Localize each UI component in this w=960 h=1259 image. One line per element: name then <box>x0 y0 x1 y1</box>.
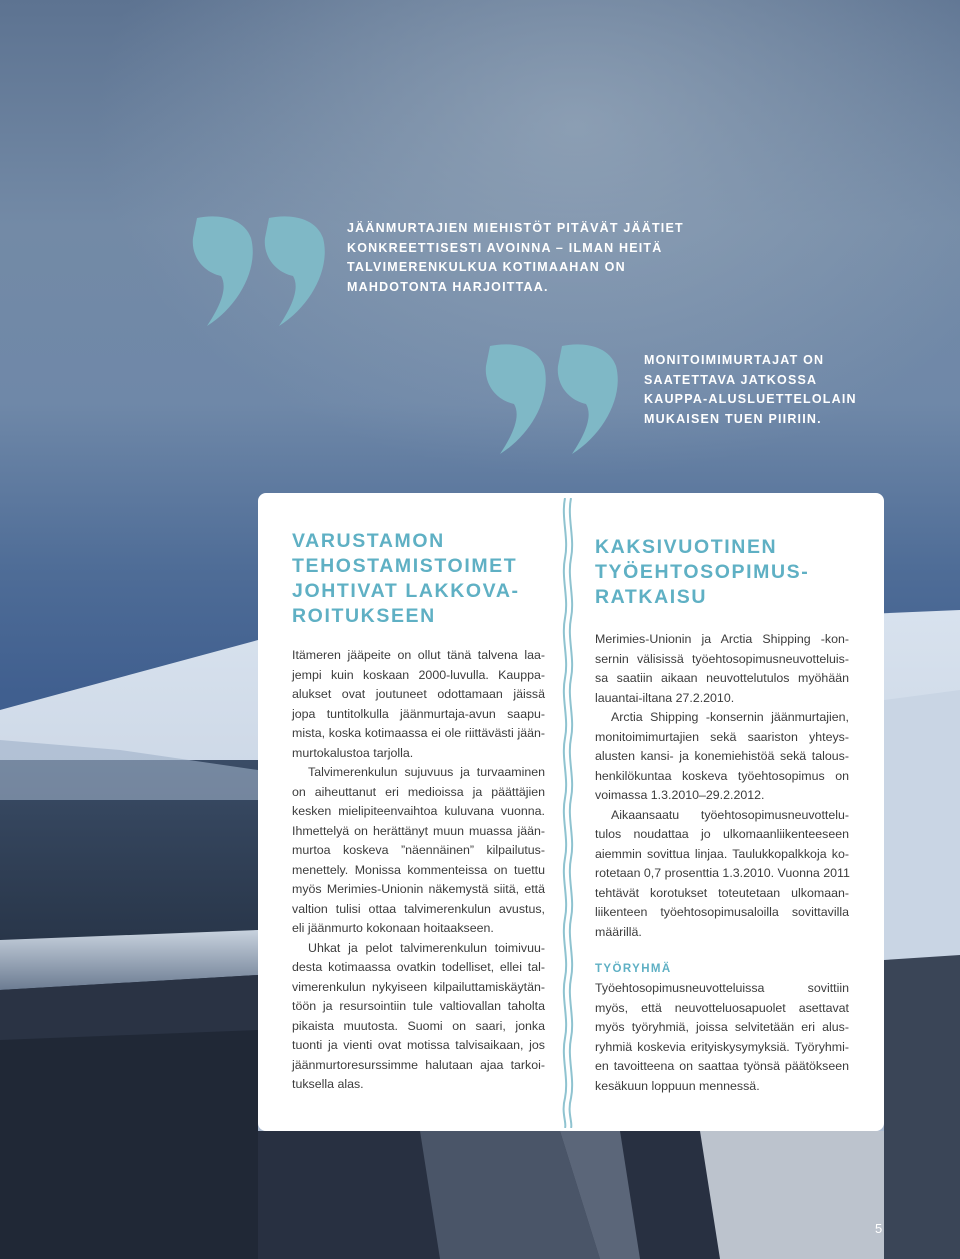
paragraph <box>595 806 849 943</box>
text-line: Työehtosopimusneuvotteluissa sovittiin <box>595 981 849 995</box>
text-line: alusten kansi- ja konemiehistöä sekä talous- <box>595 749 849 763</box>
text-line: rotetaan 0,7 prosenttia 1.3.2010. Vuonna 2011 <box>595 866 850 880</box>
heading-line: KAKSIVUOTINEN <box>595 536 778 558</box>
pull-quote-2 <box>644 351 857 429</box>
text-line: sernin välisissä työehtosopimusneuvotteluis- <box>595 651 849 666</box>
quote-mark-icon <box>185 210 335 330</box>
pull-quote-line: KONKREETTISESTI AVOINNA – ILMAN HEITÄ <box>347 240 663 255</box>
text-line: kesken mielipiteenvaihtoa kuluvana vuonna. <box>292 804 545 818</box>
text-line: Arctia Shipping -konsernin jäänmurtajien, <box>611 710 849 724</box>
article-panel <box>258 493 884 1131</box>
pull-quote-line: KAUPPA-ALUSLUETTELOLAIN <box>644 392 857 406</box>
text-line: Aikaansaatu työehtosopimusneuvottelu- <box>611 807 849 822</box>
wave-divider <box>558 498 578 1128</box>
pull-quote-line: MONITOIMIMURTAJAT ON <box>644 353 825 367</box>
text-line: murtokalustoa tarjolla. <box>292 745 414 760</box>
right-article-body <box>595 630 849 1096</box>
text-line: tuksella alas. <box>292 1077 364 1091</box>
paragraph <box>595 708 849 806</box>
pull-quote-line: TALVIMERENKULKUA KOTIMAAHAN ON <box>347 260 626 274</box>
text-line: aiemmin sovittua linjaa. Taulukkopalkkoja ko- <box>595 846 849 861</box>
text-line: monitoimimurtajien sekä saariston yhteys- <box>595 729 849 744</box>
text-line: jempi kuin koskaan 2000-luvulla. Kauppa- <box>292 667 545 682</box>
heading-line: JOHTIVAT LAKKOVA- <box>292 580 520 602</box>
text-line: jäänmurtoresurssimme halutaan ajaa tarkoi- <box>292 1057 545 1072</box>
pull-quote-line: SAATETTAVA JATKOSSA <box>644 372 818 387</box>
text-line: kesäkuun loppuun mennessä. <box>595 1078 760 1093</box>
text-line: Talvimerenkulun sujuvuus ja turvaaminen <box>308 765 545 779</box>
pull-quote-line: MUKAISEN TUEN PIIRIIN. <box>644 411 822 426</box>
text-line: vimerenkulun nykyiseen kilpailuttamiskäytän- <box>292 979 545 994</box>
pull-quote-1 <box>347 219 684 297</box>
text-line: murtoa koskeva ”näennäinen” kilpailutus- <box>292 843 545 857</box>
text-line: myös, että neuvotteluosapuolet asettavat <box>595 1000 849 1015</box>
left-article <box>292 493 545 1095</box>
heading-line: ROITUKSEEN <box>292 605 436 627</box>
text-line: desta kotimaassa ovatkin todelliset, ellei tal- <box>292 960 545 974</box>
paragraph <box>292 939 545 1095</box>
text-line: henkilökuntaa koskeva työehtosopimus on <box>595 768 849 783</box>
text-line: pikaista muutosta. Suomi on saari, jonka <box>292 1018 545 1033</box>
subheading: TYÖRYHMÄ <box>595 963 672 975</box>
text-line: myös työryhmiä, joissa selvitetään eri alus- <box>595 1020 849 1034</box>
right-article <box>595 493 849 1096</box>
heading-line: VARUSTAMON <box>292 530 445 552</box>
text-line: on aiheuttanut eri medioissa ja päättäjien <box>292 784 545 799</box>
paragraph <box>595 630 849 708</box>
text-line: ryhmiä koskevia erityiskysymyksiä. Työryhmi- <box>595 1039 849 1054</box>
paragraph <box>292 763 545 939</box>
paragraph <box>595 979 849 1096</box>
text-line: valtion tulisi ottaa talvimerenkulun avustus, <box>292 901 545 916</box>
text-line: en tavoitteena on saattaa työnsä päätökseen <box>595 1059 849 1073</box>
text-line: lauantai-iltana 27.2.2010. <box>595 690 735 705</box>
text-line: menettely. Monissa kommenteissa on tuettu <box>292 862 545 877</box>
right-article-heading <box>595 535 849 610</box>
text-line: jopa tuntitolkulla jäänmurtaja-avun saapu- <box>292 706 545 721</box>
text-line: tuonti ja vienti ovat motissa talvisaikaan, jos <box>292 1038 545 1052</box>
heading-line: TEHOSTAMISTOIMET <box>292 555 518 577</box>
text-line: tehtävät korotukset toteutetaan ulkomaan- <box>595 885 849 900</box>
text-line: alukset ovat joutuneet odottamaan jäissä <box>292 687 545 701</box>
heading-line: RATKAISU <box>595 586 708 608</box>
quote-mark-icon <box>478 338 628 458</box>
text-line: Ihmettelyä on herättänyt muun muassa jään- <box>292 823 545 838</box>
paragraph <box>292 646 545 763</box>
left-article-body <box>292 646 545 1095</box>
page-number: 5 <box>875 1221 883 1236</box>
text-line: tulos noudattaa jo ulkomaanliikenteeseen <box>595 827 849 841</box>
text-line: Itämeren jääpeite on ollut tänä talvena laa- <box>292 648 545 662</box>
text-line: liikenteen työehtosopimusaloilla sovittavilla <box>595 905 849 919</box>
text-line: sa saatiin aikaan neuvottelutulos myöhään <box>595 671 849 685</box>
left-article-heading <box>292 529 545 629</box>
text-line: myös Merimies-Unionin näkemystä siitä, että <box>292 882 545 896</box>
text-line: Merimies-Unionin ja Arctia Shipping -kon- <box>595 632 849 646</box>
pull-quote-line: MAHDOTONTA HARJOITTAA. <box>347 279 549 294</box>
pull-quote-line: JÄÄNMURTAJIEN MIEHISTÖT PITÄVÄT JÄÄTIET <box>347 221 684 235</box>
text-line: voimassa 1.3.2010–29.2.2012. <box>595 788 765 802</box>
text-line: Uhkat ja pelot talvimerenkulun toimivuu- <box>308 940 545 955</box>
text-line: eli jäänmurto kokonaan hoitaakseen. <box>292 921 494 935</box>
heading-line: TYÖEHTOSOPIMUS- <box>595 561 810 583</box>
text-line: määrillä. <box>595 924 642 939</box>
text-line: töön ja resursointiin tule valtiovallan taholta <box>292 999 545 1013</box>
text-line: mista, koska kotimaassa ei ole riittävästi jään- <box>292 726 545 740</box>
